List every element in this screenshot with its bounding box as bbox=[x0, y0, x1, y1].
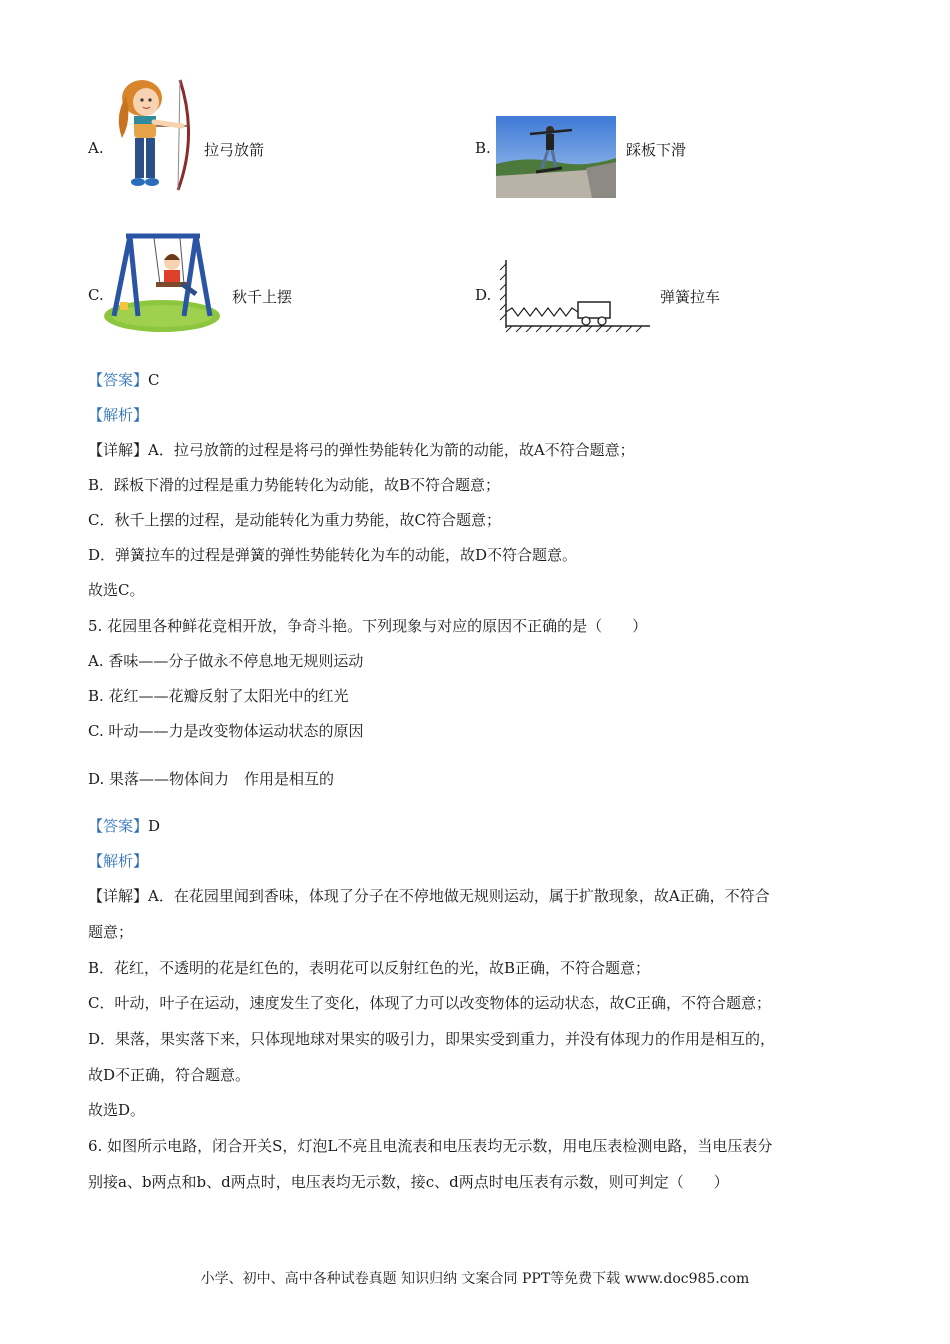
question-6-stem-line-2: 别接a、b两点和b、d两点时，电压表均无示数，接c、d两点时电压表有示数，则可判定（ ） bbox=[88, 1173, 729, 1191]
q4-answer-line bbox=[88, 370, 160, 390]
detail-text: B．踩板下滑的过程是重力势能转化为动能，故B不符合题意； bbox=[88, 476, 501, 494]
option-b-caption: 踩板下滑 bbox=[626, 141, 687, 159]
detail-text: D．果落，果实落下来，只体现地球对果实的吸引力，即果实受到重力，并没有体现力的作用是相互的， bbox=[88, 1030, 776, 1048]
swing-child-illustration bbox=[104, 232, 222, 332]
detail-tag: 【详解】 bbox=[88, 887, 149, 905]
q5-detail-line bbox=[88, 886, 770, 906]
detail-text: B．花红，不透明的花是红色的，表明花可以反射红色的光，故B正确，不符合题意； bbox=[88, 959, 651, 977]
detail-tag: 【详解】 bbox=[88, 441, 149, 459]
answer-tag: 【答案】 bbox=[88, 371, 149, 389]
question-6-stem-line-1: 6. 如图所示电路，闭合开关S，灯泡L不亮且电流表和电压表均无示数，用电压表检测电路，当电压表分 bbox=[88, 1137, 773, 1155]
detail-text: C．叶动，叶子在运动，速度发生了变化，体现了力可以改变物体的运动状态，故C正确，不符合题意； bbox=[88, 994, 771, 1012]
detail-text: 题意； bbox=[88, 923, 134, 941]
q5-option: A. 香味——分子做永不停息地无规则运动 bbox=[88, 652, 364, 670]
detail-text: A．拉弓放箭的过程是将弓的弹性势能转化为箭的动能，故A不符合题意； bbox=[148, 441, 635, 459]
option-d-letter: D. bbox=[475, 286, 492, 304]
question-5-stem: 5. 花园里各种鲜花竞相开放，争奇斗艳。下列现象与对应的原因不正确的是（ ） bbox=[88, 617, 648, 635]
q5-answer-line bbox=[88, 816, 160, 836]
option-b-letter: B. bbox=[475, 139, 491, 157]
detail-text: 故D不正确，符合题意。 bbox=[88, 1066, 251, 1084]
detail-text: D．弹簧拉车的过程是弹簧的弹性势能转化为车的动能，故D不符合题意。 bbox=[88, 546, 578, 564]
conclusion-text: 故选D。 bbox=[88, 1101, 146, 1119]
option-d-caption: 弹簧拉车 bbox=[660, 288, 721, 306]
q5-option: D. 果落——物体间力 作用是相互的 bbox=[88, 770, 335, 788]
detail-text: A．在花园里闻到香味，体现了分子在不停地做无规则运动，属于扩散现象，故A正确，不符合 bbox=[148, 887, 770, 905]
analysis-tag: 【解析】 bbox=[88, 852, 149, 870]
option-a-caption: 拉弓放箭 bbox=[204, 141, 265, 159]
archer-girl-illustration bbox=[108, 76, 194, 194]
analysis-tag: 【解析】 bbox=[88, 406, 149, 424]
answer-value: D bbox=[148, 817, 161, 835]
option-c-caption: 秋千上摆 bbox=[232, 288, 293, 306]
option-a-letter: A. bbox=[88, 139, 104, 157]
skateboarder-photo bbox=[496, 116, 616, 198]
q4-detail-line bbox=[88, 440, 635, 460]
spring-cart-diagram bbox=[498, 258, 654, 332]
q5-option: C. 叶动——力是改变物体运动状态的原因 bbox=[88, 722, 364, 740]
page-footer: 小学、初中、高中各种试卷真题 知识归纳 文案合同 PPT等免费下载 www.doc985.com bbox=[200, 1271, 750, 1287]
conclusion-text: 故选C。 bbox=[88, 581, 145, 599]
answer-value: C bbox=[148, 371, 160, 389]
detail-text: C．秋千上摆的过程，是动能转化为重力势能，故C符合题意； bbox=[88, 511, 501, 529]
option-c-letter: C. bbox=[88, 286, 104, 304]
q5-option: B. 花红——花瓣反射了太阳光中的红光 bbox=[88, 687, 349, 705]
answer-tag: 【答案】 bbox=[88, 817, 149, 835]
